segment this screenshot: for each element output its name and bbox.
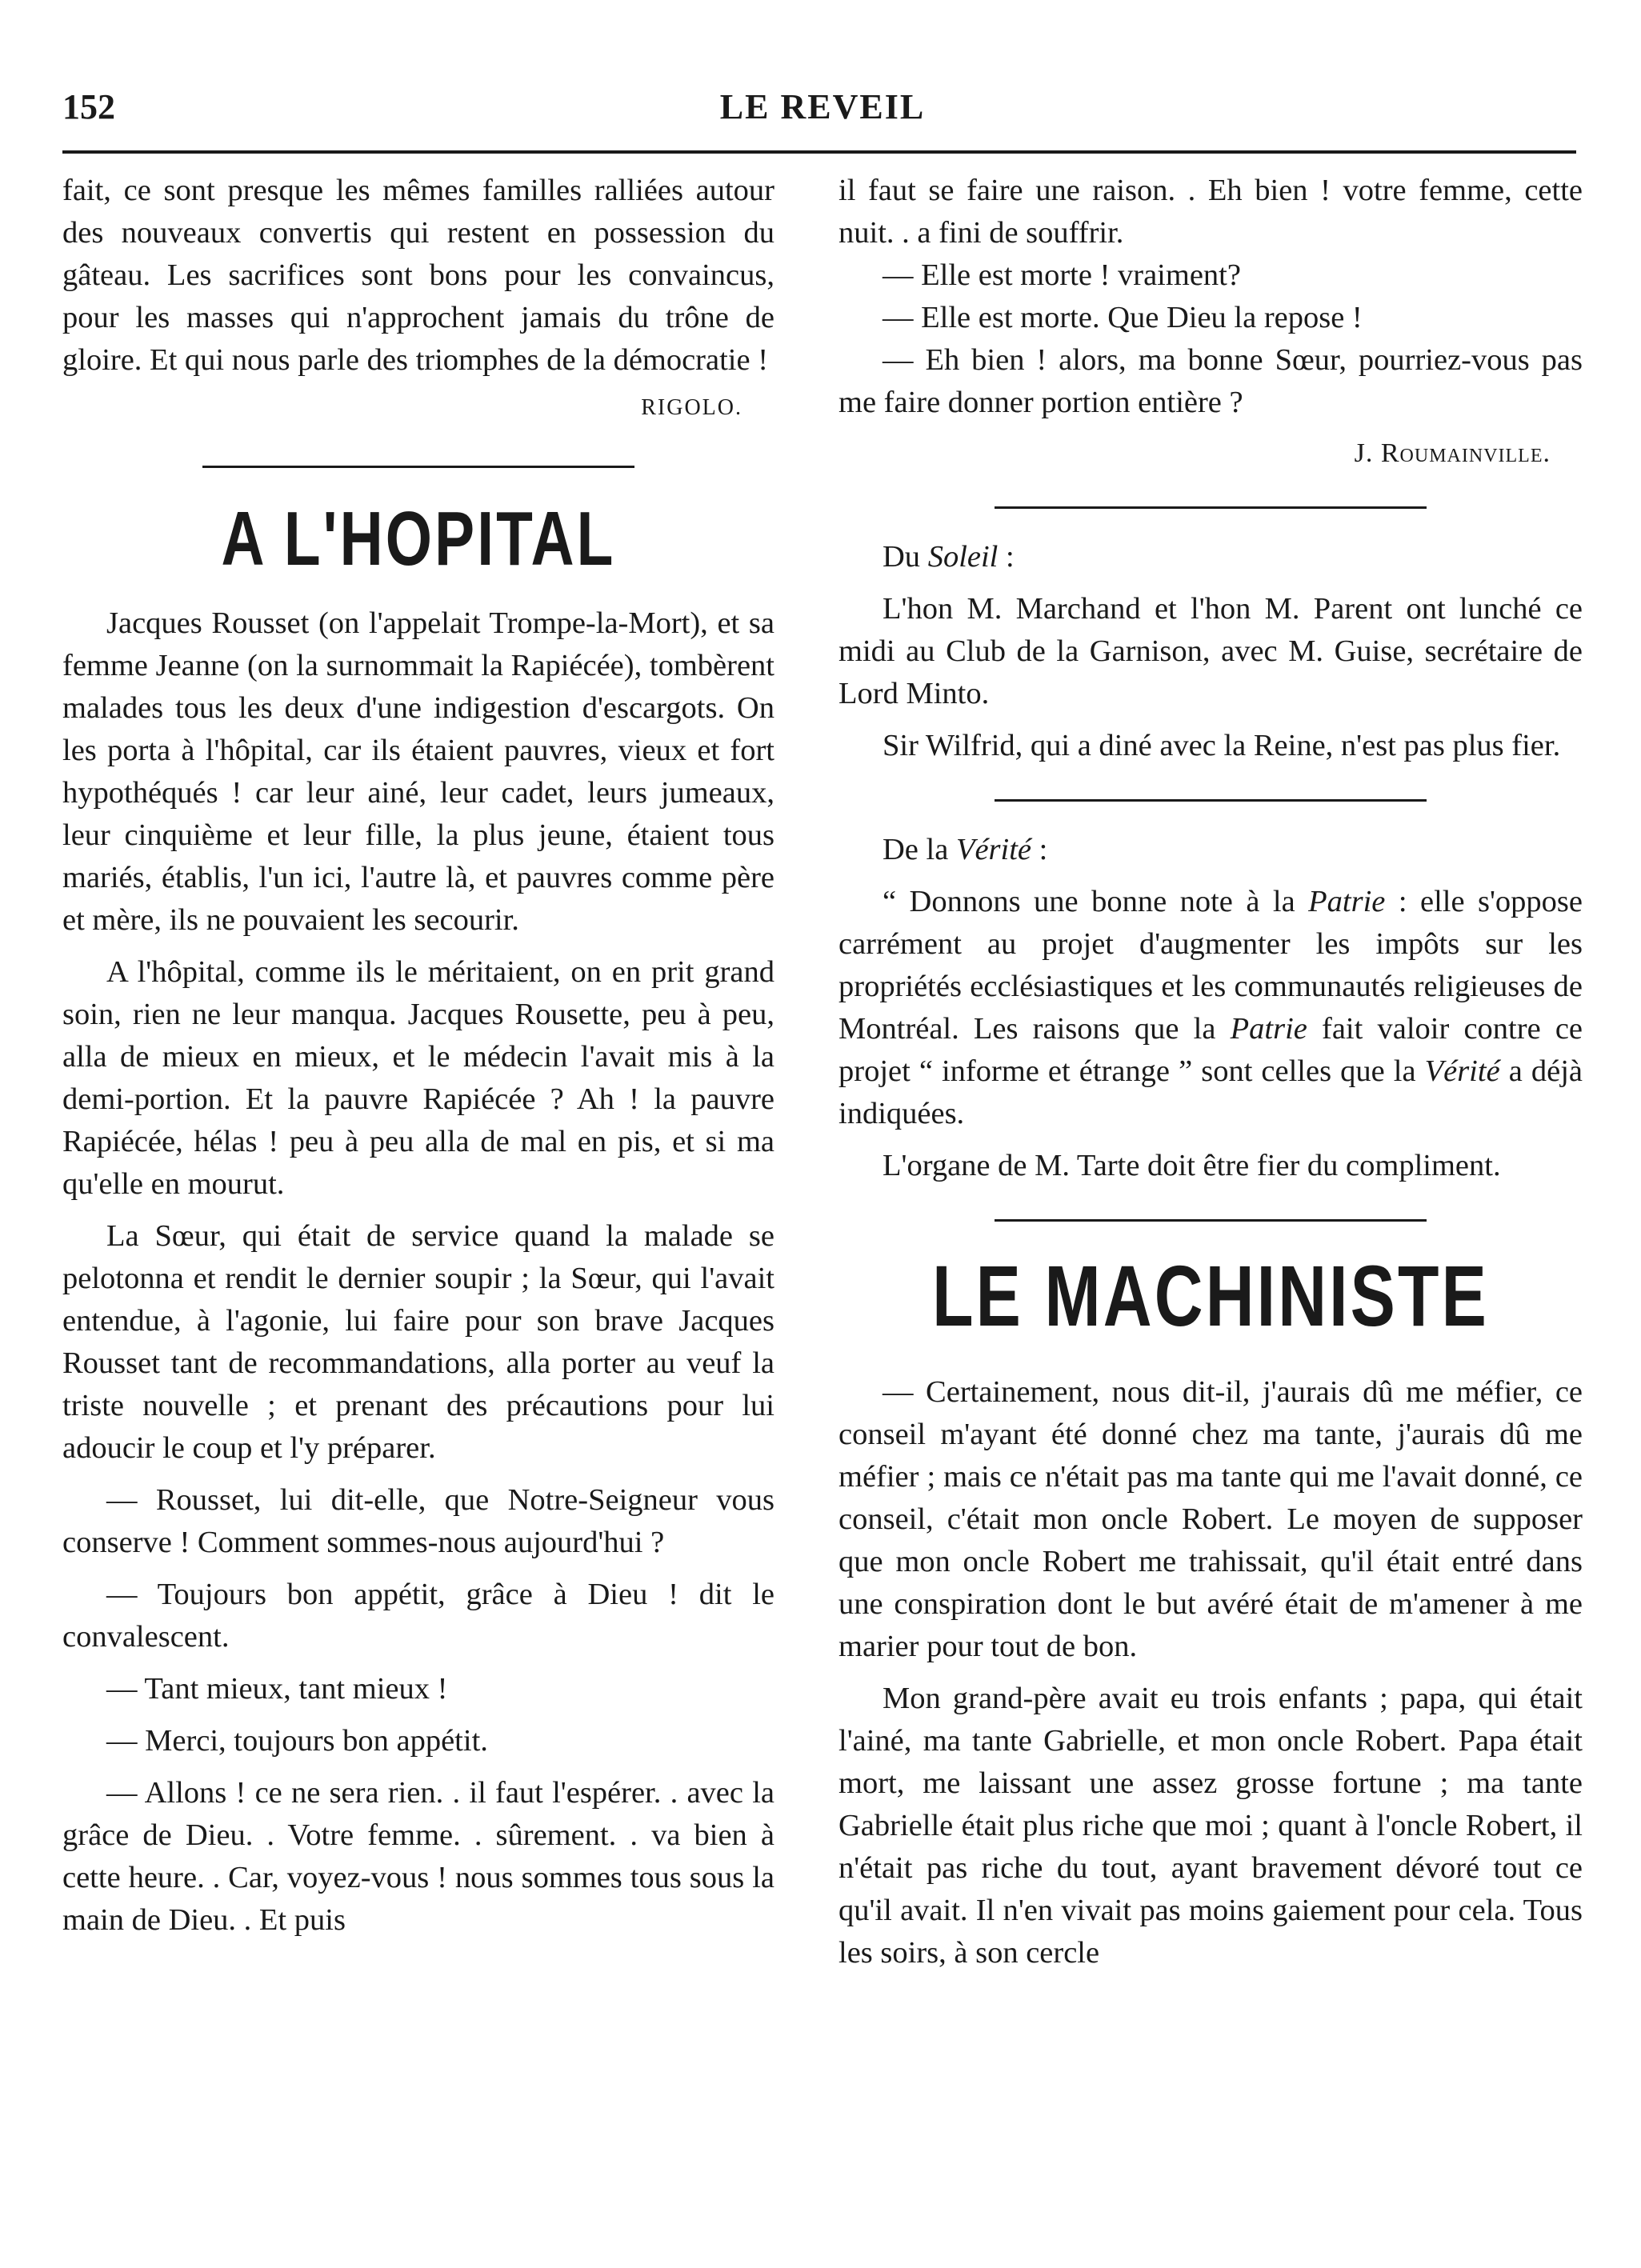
dialogue-line: — Tant mieux, tant mieux ! — [106, 1671, 448, 1706]
article-paragraph: Jacques Rousset (on l'appelait Trompe-la-Mort), et sa femme Jeanne (on la surnommait la Rapiécée), tombèrent malades tous les deux d'une indigestion d'escargots. On les porta à l'hôpital, car ils étaient pauvres, vieux et fort hypothéqués ! car leur ainé, leur cadet, leurs jumeaux, leur cinquième et leur fille, la plus jeune, étaient tous mariés, établis, l'un ici, l'autre là, et pauvres comme père et mère, ils ne pouvaient les secourir. — [62, 606, 774, 937]
section-divider — [202, 466, 634, 468]
source-heading-verite: De la Vérité : — [883, 833, 1048, 866]
intro-signature: RIGOLO. — [641, 395, 742, 420]
dialogue-line: — Merci, toujours bon appétit. — [106, 1723, 488, 1758]
article-paragraph: — Certainement, nous dit-il, j'aurais dû me méfier, ce conseil m'ayant été donné chez ma tante, j'aurais dû me méfier ; mais ce n'était pas ma tante qui me l'avait donné, ce conseil, c'était mon oncle Robert. Le moyen de supposer que mon oncle Robert me trahissait, qu'il était entré dans une conspiration dont le but avéré était de m'amener à me marier pour tout de bon. — [839, 1374, 1583, 1663]
section-divider — [995, 799, 1427, 802]
dialogue-line: — Allons ! ce ne sera rien. . il faut l'espérer. . avec la grâce de Dieu. . Votre femme. . sûrement. . va bien à cette heure. . Car, voyez-vous ! nous sommes tous sous la main de Dieu. . Et puis — [62, 1775, 774, 1937]
section-divider — [995, 506, 1427, 509]
page-header — [62, 86, 1583, 134]
dialogue-line: — Elle est morte ! vraiment? — [883, 258, 1241, 292]
section-divider — [995, 1219, 1427, 1222]
intro-paragraph: fait, ce sont presque les mêmes familles ralliées autour des nouveaux convertis qui restent en possession du gâteau. Les sacrifices sont bons pour les convaincus, pour les masses qui n'approchent jamais du trône de gloire. Et qui nous parle des triomphes de la démocratie ! — [62, 174, 774, 377]
newspaper-title: LE REVEIL — [719, 87, 926, 126]
dialogue-line: — Eh bien ! alors, ma bonne Sœur, pourriez-vous pas me faire donner portion entière ? — [839, 343, 1583, 419]
page-number: 152 — [62, 87, 115, 126]
article-title-hopital: A L'HOPITAL — [221, 496, 616, 582]
news-item: Sir Wilfrid, qui a diné avec la Reine, n'est pas plus fier. — [883, 729, 1561, 762]
right-column — [839, 170, 1583, 1974]
news-item: L'organe de M. Tarte doit être fier du compliment. — [883, 1149, 1501, 1182]
article-paragraph: La Sœur, qui était de service quand la malade se pelotonna et rendit le dernier soupir ; la Sœur, qui l'avait entendue, à l'agonie, lui faire pour son brave Jacques Rousset tant de recommandations, alla porter au veuf la triste nouvelle ; et prenant des précautions pour lui adoucir le coup et l'y préparer. — [62, 1218, 774, 1465]
source-heading-soleil: Du Soleil : — [883, 540, 1015, 574]
dialogue-line: — Toujours bon appétit, grâce à Dieu ! dit le convalescent. — [62, 1577, 774, 1654]
quoted-item: “ Donnons une bonne note à la Patrie : elle s'oppose carrément au projet d'augmenter les impôts sur les propriétés ecclésiastiques et les communautés religieuses de Montréal. Les raisons que la Patrie fait valoir contre ce projet “ informe et étrange ” sont celles que la Vérité a déjà indiquées. — [839, 885, 1583, 1130]
article-title-machiniste: LE MACHINISTE — [932, 1247, 1489, 1344]
article-paragraph: Mon grand-père avait eu trois enfants ; papa, qui était l'ainé, ma tante Gabrielle, et mon oncle Robert. Papa était mort, me laissant une assez grosse fortune ; ma tante Gabrielle était plus riche que moi ; quant à l'oncle Robert, il n'était pas riche du tout, ayant bravement dévoré tout ce qu'il avait. Il n'en vivait pas moins gaiement pour cela. Tous les soirs, à son cercle — [839, 1681, 1583, 1970]
continuation-paragraph: il faut se faire une raison. . Eh bien ! votre femme, cette nuit. . a fini de souffrir. — [839, 174, 1583, 250]
article-signature: J. Roumainville. — [1354, 438, 1551, 468]
article-paragraph: A l'hôpital, comme ils le méritaient, on en prit grand soin, rien ne leur manqua. Jacques Rousette, peu à peu, alla de mieux en mieux, et le médecin l'avait mis à la demi-portion. Et la pauvre Rapiécée ? Ah ! la pauvre Rapiécée, hélas ! peu à peu alla de mal en pis, et si ma qu'elle en mourut. — [62, 954, 774, 1201]
dialogue-line: — Rousset, lui dit-elle, que Notre-Seigneur vous conserve ! Comment sommes-nous aujourd'hui ? — [62, 1482, 774, 1559]
header-rule — [62, 150, 1576, 154]
news-item: L'hon M. Marchand et l'hon M. Parent ont lunché ce midi au Club de la Garnison, avec M. Guise, secrétaire de Lord Minto. — [839, 592, 1583, 710]
dialogue-line: — Elle est morte. Que Dieu la repose ! — [883, 301, 1363, 334]
left-column — [62, 170, 774, 1942]
